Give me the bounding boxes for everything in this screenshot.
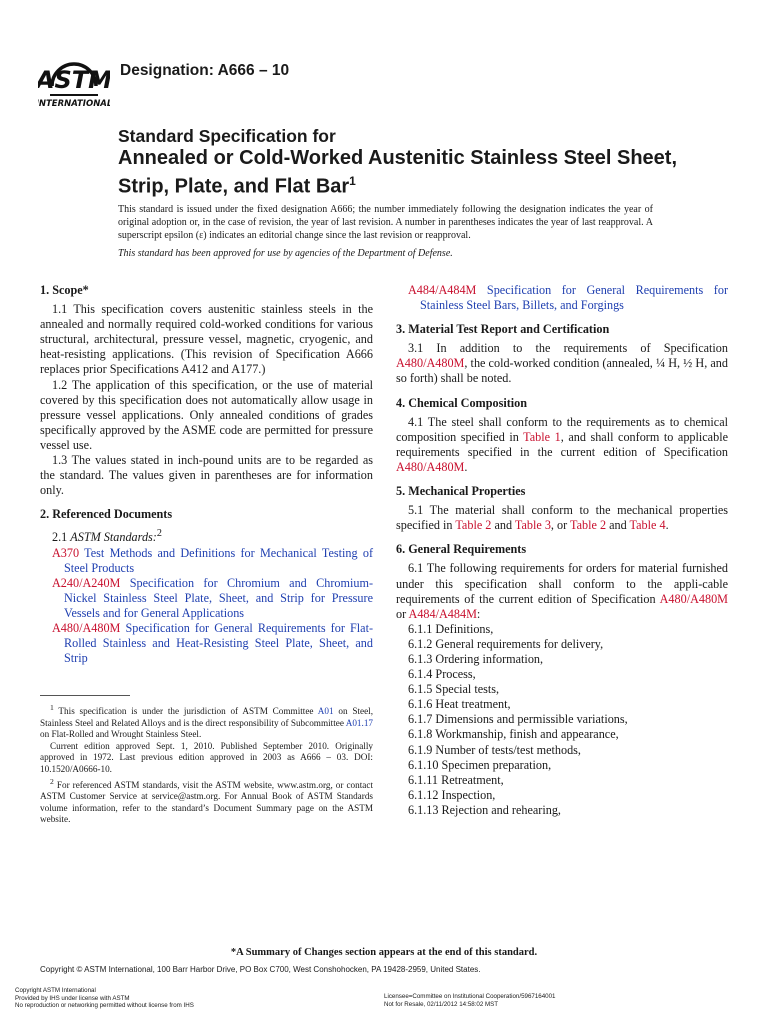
list-item: 6.1.13 Rejection and rehearing, xyxy=(408,802,561,817)
text: and xyxy=(491,518,515,533)
para-6-1 xyxy=(396,561,728,621)
list-item: 6.1.5 Special tests, xyxy=(408,682,500,697)
svg-text:INTERNATIONAL: INTERNATIONAL xyxy=(38,99,110,109)
text: : xyxy=(476,606,481,621)
subcommittee-link[interactable]: A01.17 xyxy=(345,717,374,728)
table-link[interactable]: Table 2 xyxy=(570,518,607,533)
text: For referenced ASTM standards, visit the ASTM website, www.astm.org, or contact ASTM Customer Service at service@astm.org. For Annual Book of ASTM Standards volume information, refer to the standard’s Document Summary page on the ASTM website. xyxy=(40,779,373,825)
text: on Steel, Stainless Steel and Related Alloys and is the direct responsibility of Subcommittee xyxy=(40,706,374,728)
astm-standards-text: ASTM Standards: xyxy=(70,530,157,545)
right-column xyxy=(396,283,728,818)
legal-right xyxy=(384,993,555,1008)
ref-item[interactable] xyxy=(40,546,373,576)
section-4-heading: 4. Chemical Composition xyxy=(396,395,528,410)
astm-logo xyxy=(38,48,110,110)
table-link[interactable]: Table 4 xyxy=(629,518,666,533)
designation: Designation: A666 – 10 xyxy=(120,62,290,79)
section-6-heading: 6. General Requirements xyxy=(396,542,527,557)
astm-fn-mark: 2 xyxy=(156,528,162,540)
title-line1: Annealed or Cold-Worked Austenitic Stainless Steel Sheet, xyxy=(118,147,678,169)
legal-line: No reproduction or networking permitted without license from IHS xyxy=(15,1002,194,1009)
text: . xyxy=(464,459,468,474)
fn-mark: 2 xyxy=(50,776,54,786)
spec-link[interactable]: A480/A480M xyxy=(659,591,728,606)
text: or xyxy=(396,606,409,621)
spec-link[interactable]: A480/A480M xyxy=(396,459,465,474)
ref-item[interactable] xyxy=(40,576,373,621)
title-block xyxy=(118,125,678,199)
ref-code-link[interactable]: A370 xyxy=(52,545,80,560)
para-1-3: 1.3 The values stated in inch-pound units are to be regarded as the standard. The values given in parentheses are for information only. xyxy=(40,453,373,498)
ref-title-link[interactable]: Specification for General Requirements for Flat-Rolled Stainless and Heat-Resisting Steel Plate, Sheet, and Strip xyxy=(64,621,374,666)
text: 5.1 The material shall conform to the mechanical properties specified in xyxy=(396,503,728,533)
text: on Flat-Rolled and Wrought Stainless Steel. xyxy=(40,729,202,740)
legal-left xyxy=(15,987,194,1010)
title-footnote-mark: 1 xyxy=(349,174,356,188)
footnote-1-edition: Current edition approved Sept. 1, 2010. Published September 2010. Originally approved in 1972. Last previous edition approved in 2003 as A666 – 03. DOI: 10.1520/A0666-10. xyxy=(40,740,373,775)
ref-title-link[interactable]: Specification for General Requirements for Stainless Steel Bars, Billets, and Forgings xyxy=(420,283,729,313)
fn-mark: 1 xyxy=(50,703,54,712)
ref-code-link[interactable]: A484/A484M xyxy=(408,283,477,297)
left-column xyxy=(40,283,373,666)
footnote-2 xyxy=(40,776,373,826)
legal-line: Licensee=Committee on Institutional Cooperation/5967164001 xyxy=(384,993,556,1000)
text: , and shall conform to applicable requirements specified in the current edition of Specification xyxy=(396,429,728,459)
scope-heading: 1. Scope* xyxy=(40,283,89,297)
legal-line: Provided by IHS under license with ASTM xyxy=(15,994,130,1002)
ref-item[interactable] xyxy=(40,621,373,666)
list-item: 6.1.3 Ordering information, xyxy=(408,651,544,666)
list-item: 6.1.7 Dimensions and permissible variations, xyxy=(408,712,628,727)
text: 3.1 In addition to the requirements of Specification xyxy=(408,341,728,356)
footnote-rule xyxy=(40,695,130,696)
summary-note: *A Summary of Changes section appears at the end of this standard. xyxy=(230,947,538,958)
table-link[interactable]: Table 3 xyxy=(514,518,551,533)
section-3-heading: 3. Material Test Report and Certification xyxy=(396,322,610,337)
para-1-1: 1.1 This specification covers austenitic stainless steels in the annealed and normally required cold-worked conditions for various structural, architectural, pressure vessel, magnetic, cryogenic, and heat-resisting applications. (This revision of Specification A666 replaces prior Specifications A412 and A177.) xyxy=(40,302,373,377)
text: . xyxy=(665,518,669,533)
para-1-2: 1.2 The application of this specification, or the use of material covered by this specification does not automatically allow usage in pressure vessel applications. Only annealed conditions of grades specifically approved by the ASME code are permitted for pressure vessel use. xyxy=(40,377,373,452)
title-line2: Strip, Plate, and Flat Bar xyxy=(118,175,350,198)
text: and xyxy=(606,518,630,533)
list-item: 6.1.11 Retreatment, xyxy=(408,772,504,787)
ref-title-link[interactable]: Specification for Chromium and Chromium-Nickel Stainless Steel Plate, Sheet, and Strip for Pressure Vessels and for General Applications xyxy=(64,575,374,620)
committee-link[interactable]: A01 xyxy=(317,706,334,717)
list-item: 6.1.2 General requirements for delivery, xyxy=(408,636,604,651)
text: , the cold-worked condition (annealed, ¼ H, ½ H, and so forth) shall be noted. xyxy=(396,356,728,386)
text: , or xyxy=(550,518,570,533)
spec-link[interactable]: A480/A480M xyxy=(396,356,465,371)
copyright: Copyright © ASTM International, 100 Barr Harbor Drive, PO Box C700, West Conshohocken, PA 19428-2959, United States. xyxy=(40,965,481,974)
para-4-1 xyxy=(396,415,728,475)
ref-code-link[interactable]: A480/A480M xyxy=(52,621,121,636)
list-item: 6.1.6 Heat treatment, xyxy=(408,697,511,712)
table-link[interactable]: Table 2 xyxy=(455,518,492,533)
list-item: 6.1.4 Process, xyxy=(408,667,476,682)
dod-approval: This standard has been approved for use by agencies of the Department of Defense. xyxy=(118,248,453,259)
ref-title-link[interactable]: Test Methods and Definitions for Mechanical Testing of Steel Products xyxy=(64,545,373,575)
title-main xyxy=(118,147,678,199)
list-item: 6.1.12 Inspection, xyxy=(408,787,496,802)
table-link[interactable]: Table 1 xyxy=(523,429,561,444)
list-item: 6.1.1 Definitions, xyxy=(408,621,494,636)
text: 4.1 The steel shall conform to the requirements as to chemical composition specified in xyxy=(396,414,728,444)
para-3-1 xyxy=(396,341,728,386)
ref-item[interactable] xyxy=(396,283,728,313)
ref-code-link[interactable]: A240/A240M xyxy=(52,575,121,590)
astm-standards-label xyxy=(40,526,373,545)
section-5-heading: 5. Mechanical Properties xyxy=(396,484,526,499)
text: 6.1 The following requirements for orders for material furnished under this specification shall conform to the appli-cable requirements of the current edition of Specification xyxy=(396,561,728,606)
astm-prefix: 2.1 xyxy=(52,530,71,545)
footnotes xyxy=(40,702,373,826)
issuance-notice: This standard is issued under the fixed designation A666; the number immediately following the designation indicates the year of original adoption or, in the case of revision, the year of last revision. A number in parentheses indicates the year of last reapproval. A superscript epsilon (ε) indicates an editorial change since the last revision or reapproval. xyxy=(118,204,653,242)
legal-line: Not for Resale, 02/11/2012 14:58:02 MST xyxy=(384,1000,499,1008)
title-pre: Standard Specification for xyxy=(118,126,336,146)
text: This specification is under the jurisdiction of ASTM Committee xyxy=(53,706,318,717)
refdocs-heading: 2. Referenced Documents xyxy=(40,507,173,522)
legal-line: Copyright ASTM International xyxy=(15,987,96,994)
list-item: 6.1.9 Number of tests/test methods, xyxy=(408,742,581,757)
footnote-1 xyxy=(40,702,373,741)
spec-link[interactable]: A484/A484M xyxy=(408,606,477,621)
list-item: 6.1.8 Workmanship, finish and appearance, xyxy=(408,727,619,742)
list-item: 6.1.10 Specimen preparation, xyxy=(408,757,552,772)
para-5-1 xyxy=(396,503,728,533)
svg-text:ASTM: ASTM xyxy=(38,66,110,94)
